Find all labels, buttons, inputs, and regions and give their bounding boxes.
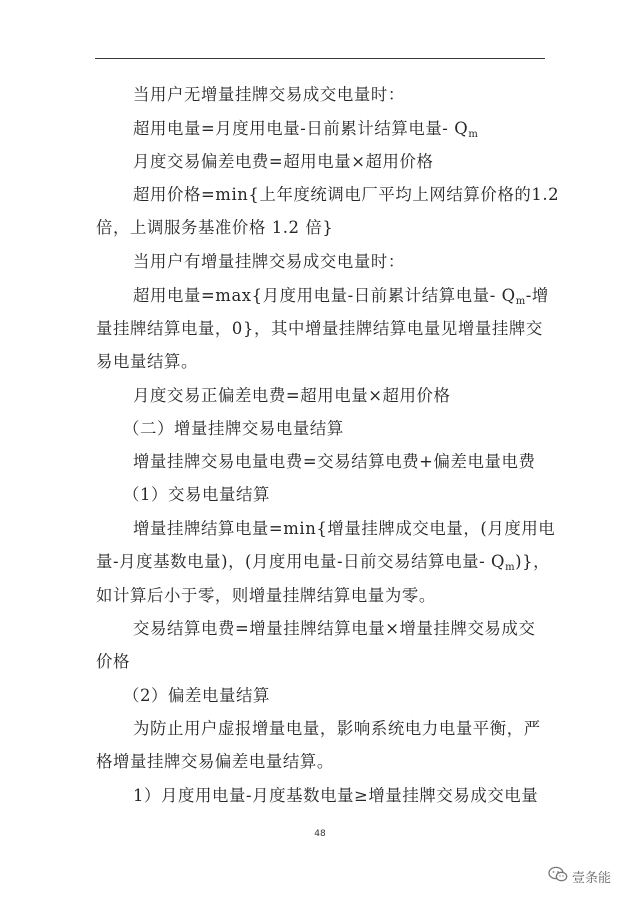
- text-line: 超用电量=max{月度用电量-日前累计结算电量- $Q_m-$增: [133, 286, 549, 307]
- text-line: 易电量结算。: [96, 352, 198, 371]
- text-line: 如计算后小于零，则增量挂牌结算电量为零。: [96, 586, 436, 605]
- text-line: 为防止用户虚报增量电量，影响系统电力电量平衡，严: [133, 719, 541, 738]
- text-line: 当用户有增量挂牌交易成交电量时：: [133, 252, 405, 271]
- text-line: 格增量挂牌交易偏差电量结算。: [96, 752, 334, 771]
- header-rule: [95, 58, 545, 59]
- text-line: 增量挂牌交易电量电费=交易结算电费+偏差电量电费: [133, 452, 536, 471]
- text-line: 月度交易偏差电费=超用电量×超用价格: [133, 152, 434, 171]
- text-line: 1）月度用电量-月度基数电量≥增量挂牌交易成交电量: [133, 786, 539, 805]
- text-line: 量-月度基数电量)，(月度用电量-日前交易结算电量- $Q_m$)}，: [96, 552, 551, 573]
- text-line: 当用户无增量挂牌交易成交电量时：: [133, 85, 405, 104]
- subsection-heading: （2）偏差电量结算: [123, 686, 270, 705]
- text-line: 价格: [96, 652, 130, 671]
- subsection-heading: （1）交易电量结算: [123, 485, 270, 504]
- text-line: 超用价格=min{上年度统调电厂平均上网结算价格的1.2: [133, 185, 560, 204]
- text-line: 超用电量=月度用电量-日前累计结算电量- $Q_m$: [133, 119, 479, 140]
- text-line: 量挂牌结算电量，0}，其中增量挂牌结算电量见增量挂牌交: [96, 319, 543, 338]
- text-line: 月度交易正偏差电费=超用电量×超用价格: [133, 386, 451, 405]
- page-number: 48: [314, 829, 326, 839]
- watermark: [548, 866, 611, 887]
- text-line: 交易结算电费=增量挂牌结算电量×增量挂牌交易成交: [133, 619, 536, 638]
- section-heading: （二）增量挂牌交易电量结算: [123, 419, 344, 438]
- text-line: 增量挂牌结算电量=min{增量挂牌成交电量，(月度用电: [133, 519, 556, 538]
- wechat-icon: [548, 866, 568, 887]
- watermark-text: 壹条能: [572, 871, 612, 886]
- text-line: 倍，上调服务基准价格 1.2 倍}: [96, 218, 334, 237]
